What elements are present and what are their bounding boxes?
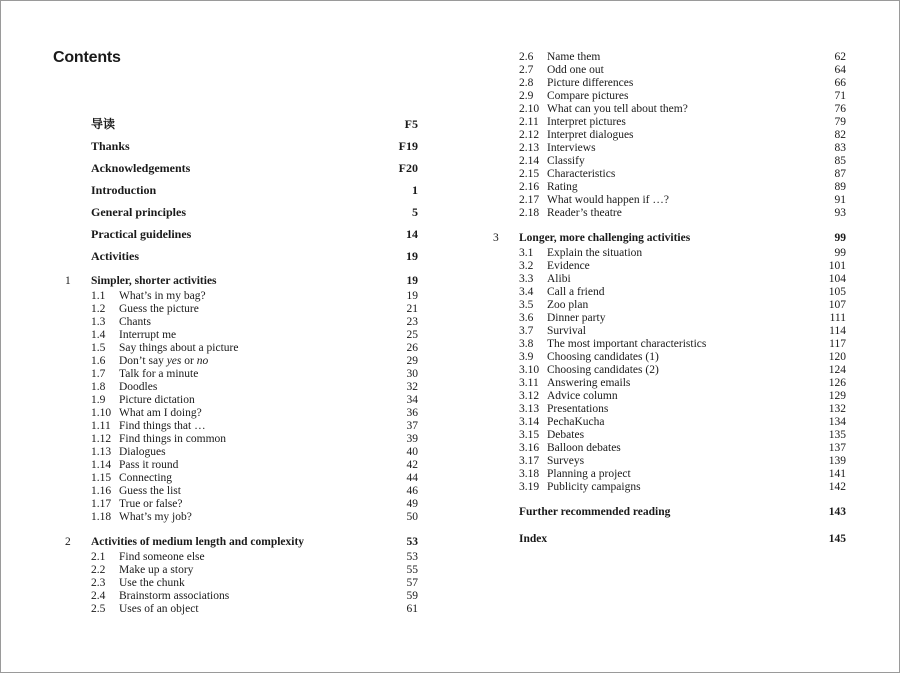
- entry-page-number: 91: [834, 194, 846, 206]
- entry-page-number: 40: [406, 446, 418, 458]
- entry-page-number: 44: [406, 472, 418, 484]
- entry-page-number: 36: [406, 407, 418, 419]
- entry-title: Planning a project: [547, 468, 631, 480]
- entry-number: 1.1: [91, 290, 106, 302]
- entry-title: Index: [519, 533, 548, 545]
- toc-entry: [60, 564, 418, 577]
- entry-page-number: 21: [406, 303, 418, 315]
- entry-page-number: 61: [406, 603, 418, 615]
- entry-title: Reader’s theatre: [547, 207, 622, 219]
- contents-left-column: [60, 113, 418, 616]
- toc-entry: [60, 290, 418, 303]
- entry-number: 1.12: [91, 433, 112, 445]
- toc-entry: [488, 442, 846, 455]
- toc-entry: [488, 116, 846, 129]
- entry-title: Rating: [547, 181, 578, 193]
- toc-entry: [60, 459, 418, 472]
- toc-entry: [60, 368, 418, 381]
- entry-page-number: 143: [828, 506, 846, 518]
- toc-entry: [60, 485, 418, 498]
- toc-entry: [60, 551, 418, 564]
- entry-title: Interrupt me: [119, 329, 177, 341]
- entry-page-number: 87: [834, 168, 846, 180]
- entry-number: 3.7: [519, 325, 534, 337]
- entry-title: Introduction: [91, 183, 157, 197]
- toc-entry: [60, 603, 418, 616]
- entry-number: 3.6: [519, 312, 534, 324]
- entry-number: 2.13: [519, 142, 540, 154]
- entry-page-number: 42: [406, 459, 418, 471]
- entry-title: Choosing candidates (1): [547, 351, 659, 363]
- entry-page-number: 30: [406, 368, 418, 380]
- entry-title: True or false?: [119, 498, 183, 510]
- toc-entry: [60, 420, 418, 433]
- toc-entry: [488, 181, 846, 194]
- entry-number: 3.8: [519, 338, 534, 350]
- entry-number: 2.5: [91, 603, 106, 615]
- entry-page-number: 104: [828, 273, 846, 285]
- page-title: Contents: [53, 49, 121, 66]
- toc-entry: [488, 468, 846, 481]
- entry-number: 2.18: [519, 207, 540, 219]
- entry-title: Find things that …: [119, 420, 206, 432]
- entry-number: 3.15: [519, 429, 540, 441]
- entry-title: Acknowledgements: [91, 161, 191, 175]
- toc-entry: [60, 577, 418, 590]
- entry-number: 2.7: [519, 64, 534, 76]
- entry-title: Uses of an object: [119, 603, 199, 615]
- toc-front-entry: [60, 135, 418, 157]
- entry-title: Guess the list: [119, 485, 181, 497]
- toc-entry: [488, 312, 846, 325]
- entry-title: Answering emails: [547, 377, 631, 389]
- entry-title: Simpler, shorter activities: [91, 275, 217, 287]
- entry-page-number: 32: [406, 381, 418, 393]
- entry-title: Evidence: [547, 260, 590, 272]
- entry-page-number: F20: [398, 161, 418, 175]
- entry-page-number: 99: [834, 247, 846, 259]
- entry-page-number: 59: [406, 590, 418, 602]
- entry-title: Presentations: [547, 403, 609, 415]
- entry-page-number: 93: [834, 207, 846, 219]
- entry-number: 3.17: [519, 455, 540, 467]
- entry-title: Say things about a picture: [119, 342, 239, 354]
- entry-title: General principles: [91, 205, 186, 219]
- entry-number: 3.12: [519, 390, 540, 402]
- entry-page-number: 57: [406, 577, 418, 589]
- toc-entry: [488, 351, 846, 364]
- entry-page-number: F19: [398, 139, 418, 153]
- entry-page-number: 34: [406, 394, 418, 406]
- entry-title: Further recommended reading: [519, 506, 671, 518]
- entry-title: The most important characteristics: [547, 338, 707, 350]
- entry-page-number: 66: [834, 77, 846, 89]
- entry-title: Connecting: [119, 472, 173, 484]
- entry-page-number: 23: [406, 316, 418, 328]
- toc-entry: [488, 142, 846, 155]
- entry-title: Surveys: [547, 455, 585, 467]
- toc-entry: [488, 260, 846, 273]
- entry-title: Publicity campaigns: [547, 481, 641, 493]
- toc-entry: [488, 51, 846, 64]
- entry-title: Characteristics: [547, 168, 616, 180]
- entry-title: Interpret dialogues: [547, 129, 634, 141]
- entry-page-number: 71: [834, 90, 846, 102]
- entry-title: Activities of medium length and complexity: [91, 536, 305, 548]
- entry-title: Survival: [547, 325, 586, 337]
- entry-title: Use the chunk: [119, 577, 185, 589]
- entry-title: Dinner party: [547, 312, 606, 324]
- entry-page-number: 55: [406, 564, 418, 576]
- entry-title: What’s my job?: [119, 511, 192, 523]
- entry-number: 3.2: [519, 260, 534, 272]
- toc-entry: [488, 481, 846, 494]
- toc-entry: [488, 194, 846, 207]
- toc-entry: [488, 247, 846, 260]
- entry-title: Doodles: [119, 381, 158, 393]
- entry-number: 2.17: [519, 194, 540, 206]
- entry-title: Classify: [547, 155, 585, 167]
- toc-entry: [488, 325, 846, 338]
- entry-title: Choosing candidates (2): [547, 364, 659, 376]
- entry-title: Debates: [547, 429, 585, 441]
- entry-number: 3.14: [519, 416, 540, 428]
- entry-page-number: 19: [406, 249, 418, 263]
- entry-title: Advice column: [547, 390, 618, 402]
- entry-number: 2.11: [519, 116, 539, 128]
- entry-page-number: 124: [828, 364, 846, 376]
- entry-page-number: 107: [828, 299, 846, 311]
- entry-number: 1.8: [91, 381, 106, 393]
- toc-entry: [60, 329, 418, 342]
- entry-page-number: 111: [829, 312, 846, 324]
- entry-title: What would happen if …?: [547, 194, 669, 206]
- toc-entry: [488, 129, 846, 142]
- entry-number: 2.10: [519, 103, 540, 115]
- toc-entry: [488, 286, 846, 299]
- toc-entry: [60, 355, 418, 368]
- entry-page-number: 46: [406, 485, 418, 497]
- entry-page-number: 5: [412, 205, 418, 219]
- entry-number: 3.10: [519, 364, 540, 376]
- entry-number: 2.4: [91, 590, 106, 602]
- entry-number: 1.6: [91, 355, 106, 367]
- entry-page-number: 50: [406, 511, 418, 523]
- entry-title: PechaKucha: [547, 416, 605, 428]
- entry-number: 1.9: [91, 394, 106, 406]
- entry-page-number: 62: [834, 51, 846, 63]
- entry-title: Compare pictures: [547, 90, 629, 102]
- entry-page-number: 120: [828, 351, 846, 363]
- toc-chapter-heading: [60, 273, 418, 290]
- entry-title: Odd one out: [547, 64, 604, 76]
- entry-title: Find someone else: [119, 551, 205, 563]
- entry-number: 3.5: [519, 299, 534, 311]
- entry-number: 2.2: [91, 564, 106, 576]
- entry-number: 2.15: [519, 168, 540, 180]
- toc-front-entry: [60, 245, 418, 267]
- entry-title: Call a friend: [547, 286, 605, 298]
- entry-page-number: 19: [406, 290, 418, 302]
- entry-number: 2.8: [519, 77, 534, 89]
- entry-page-number: 117: [829, 338, 846, 350]
- entry-number: 1.4: [91, 329, 106, 341]
- toc-entry: [488, 338, 846, 351]
- entry-title: Find things in common: [119, 433, 227, 445]
- entry-page-number: 14: [406, 227, 418, 241]
- toc-front-entry: [60, 201, 418, 223]
- entry-page-number: 101: [828, 260, 846, 272]
- entry-number: 3: [493, 232, 499, 244]
- entry-page-number: 53: [406, 551, 418, 563]
- toc-entry: [488, 168, 846, 181]
- entry-page-number: 137: [828, 442, 846, 454]
- toc-entry: [60, 511, 418, 524]
- entry-page-number: 126: [828, 377, 846, 389]
- toc-entry: [488, 416, 846, 429]
- entry-page-number: 134: [828, 416, 846, 428]
- entry-page-number: 39: [406, 433, 418, 445]
- toc-chapter-heading: [488, 230, 846, 247]
- entry-page-number: 37: [406, 420, 418, 432]
- entry-page-number: 25: [406, 329, 418, 341]
- entry-title: Zoo plan: [547, 299, 589, 311]
- entry-number: 1.11: [91, 420, 111, 432]
- entry-title: Guess the picture: [119, 303, 199, 315]
- entry-page-number: 114: [829, 325, 846, 337]
- entry-page-number: 99: [834, 232, 846, 244]
- entry-title: Don’t say yes or no: [119, 355, 209, 367]
- entry-page-number: 49: [406, 498, 418, 510]
- entry-number: 3.16: [519, 442, 540, 454]
- entry-number: 1.5: [91, 342, 106, 354]
- toc-chapter-heading: [488, 504, 846, 521]
- toc-front-entry: [60, 157, 418, 179]
- entry-page-number: 83: [834, 142, 846, 154]
- entry-title: Longer, more challenging activities: [519, 232, 691, 244]
- entry-title: Alibi: [547, 273, 571, 285]
- entry-number: 3.13: [519, 403, 540, 415]
- entry-number: 2.16: [519, 181, 540, 193]
- toc-entry: [60, 498, 418, 511]
- entry-page-number: 105: [828, 286, 846, 298]
- entry-title: Explain the situation: [547, 247, 643, 259]
- entry-title: Dialogues: [119, 446, 166, 458]
- entry-title: Pass it round: [119, 459, 179, 471]
- toc-entry: [488, 273, 846, 286]
- toc-entry: [488, 455, 846, 468]
- entry-number: 3.11: [519, 377, 539, 389]
- entry-title: Talk for a minute: [119, 368, 199, 380]
- entry-page-number: 142: [828, 481, 846, 493]
- entry-title: What can you tell about them?: [547, 103, 688, 115]
- entry-number: 3.19: [519, 481, 540, 493]
- entry-page-number: 135: [828, 429, 846, 441]
- toc-entry: [488, 64, 846, 77]
- toc-entry: [488, 390, 846, 403]
- entry-page-number: 89: [834, 181, 846, 193]
- toc-front-entry: [60, 113, 418, 135]
- entry-number: 2.1: [91, 551, 106, 563]
- entry-number: 1.2: [91, 303, 106, 315]
- toc-chapter-heading: [488, 531, 846, 548]
- entry-page-number: 76: [834, 103, 846, 115]
- entry-page-number: 129: [828, 390, 846, 402]
- toc-entry: [488, 377, 846, 390]
- entry-number: 2.9: [519, 90, 534, 102]
- entry-page-number: 82: [834, 129, 846, 141]
- entry-number: 1.16: [91, 485, 112, 497]
- toc-entry: [60, 381, 418, 394]
- entry-number: 3.1: [519, 247, 534, 259]
- entry-title: Picture dictation: [119, 394, 195, 406]
- entry-number: 2.3: [91, 577, 106, 589]
- entry-page-number: 29: [406, 355, 418, 367]
- entry-page-number: 85: [834, 155, 846, 167]
- toc-entry: [60, 316, 418, 329]
- entry-title: Name them: [547, 51, 601, 63]
- entry-page-number: 1: [412, 183, 418, 197]
- toc-entry: [488, 155, 846, 168]
- entry-page-number: 64: [834, 64, 846, 76]
- entry-number: 3.18: [519, 468, 540, 480]
- toc-entry: [60, 433, 418, 446]
- entry-number: 3.3: [519, 273, 534, 285]
- entry-number: 1.17: [91, 498, 112, 510]
- toc-entry: [488, 103, 846, 116]
- entry-number: 3.4: [519, 286, 534, 298]
- entry-title: Balloon debates: [547, 442, 621, 454]
- toc-entry: [488, 90, 846, 103]
- entry-number: 1: [65, 275, 71, 287]
- entry-number: 1.3: [91, 316, 106, 328]
- toc-entry: [488, 299, 846, 312]
- toc-entry: [60, 446, 418, 459]
- entry-page-number: 139: [828, 455, 846, 467]
- entry-title: 导读: [91, 117, 116, 131]
- entry-number: 2.12: [519, 129, 540, 141]
- entry-title: Activities: [91, 249, 139, 263]
- toc-front-entry: [60, 179, 418, 201]
- entry-page-number: 26: [406, 342, 418, 354]
- entry-title: Brainstorm associations: [119, 590, 230, 602]
- toc-chapter-heading: [60, 534, 418, 551]
- toc-entry: [60, 303, 418, 316]
- entry-title: What’s in my bag?: [119, 290, 206, 302]
- toc-entry: [488, 429, 846, 442]
- toc-entry: [60, 394, 418, 407]
- entry-title: Chants: [119, 316, 151, 328]
- entry-title: Picture differences: [547, 77, 634, 89]
- entry-title: Interpret pictures: [547, 116, 626, 128]
- entry-title: Practical guidelines: [91, 227, 192, 241]
- toc-entry: [60, 472, 418, 485]
- toc-entry: [488, 207, 846, 220]
- entry-page-number: 53: [406, 536, 418, 548]
- toc-entry: [488, 77, 846, 90]
- entry-number: 3.9: [519, 351, 534, 363]
- entry-page-number: 141: [828, 468, 846, 480]
- entry-page-number: 79: [834, 116, 846, 128]
- toc-entry: [488, 403, 846, 416]
- entry-title: Make up a story: [119, 564, 194, 576]
- toc-entry: [488, 364, 846, 377]
- toc-entry: [60, 342, 418, 355]
- entry-number: 1.14: [91, 459, 112, 471]
- entry-number: 1.15: [91, 472, 112, 484]
- entry-title: Interviews: [547, 142, 596, 154]
- contents-right-column: [488, 51, 846, 548]
- entry-title: What am I doing?: [119, 407, 202, 419]
- entry-number: 2.14: [519, 155, 540, 167]
- entry-page-number: 19: [406, 275, 418, 287]
- entry-number: 2: [65, 536, 71, 548]
- entry-number: 2.6: [519, 51, 534, 63]
- entry-number: 1.18: [91, 511, 112, 523]
- entry-number: 1.7: [91, 368, 106, 380]
- entry-page-number: F5: [404, 117, 418, 131]
- toc-entry: [60, 407, 418, 420]
- entry-number: 1.13: [91, 446, 112, 458]
- toc-front-entry: [60, 223, 418, 245]
- entry-number: 1.10: [91, 407, 112, 419]
- toc-entry: [60, 590, 418, 603]
- entry-page-number: 132: [828, 403, 846, 415]
- entry-title: Thanks: [91, 139, 130, 153]
- entry-page-number: 145: [828, 533, 846, 545]
